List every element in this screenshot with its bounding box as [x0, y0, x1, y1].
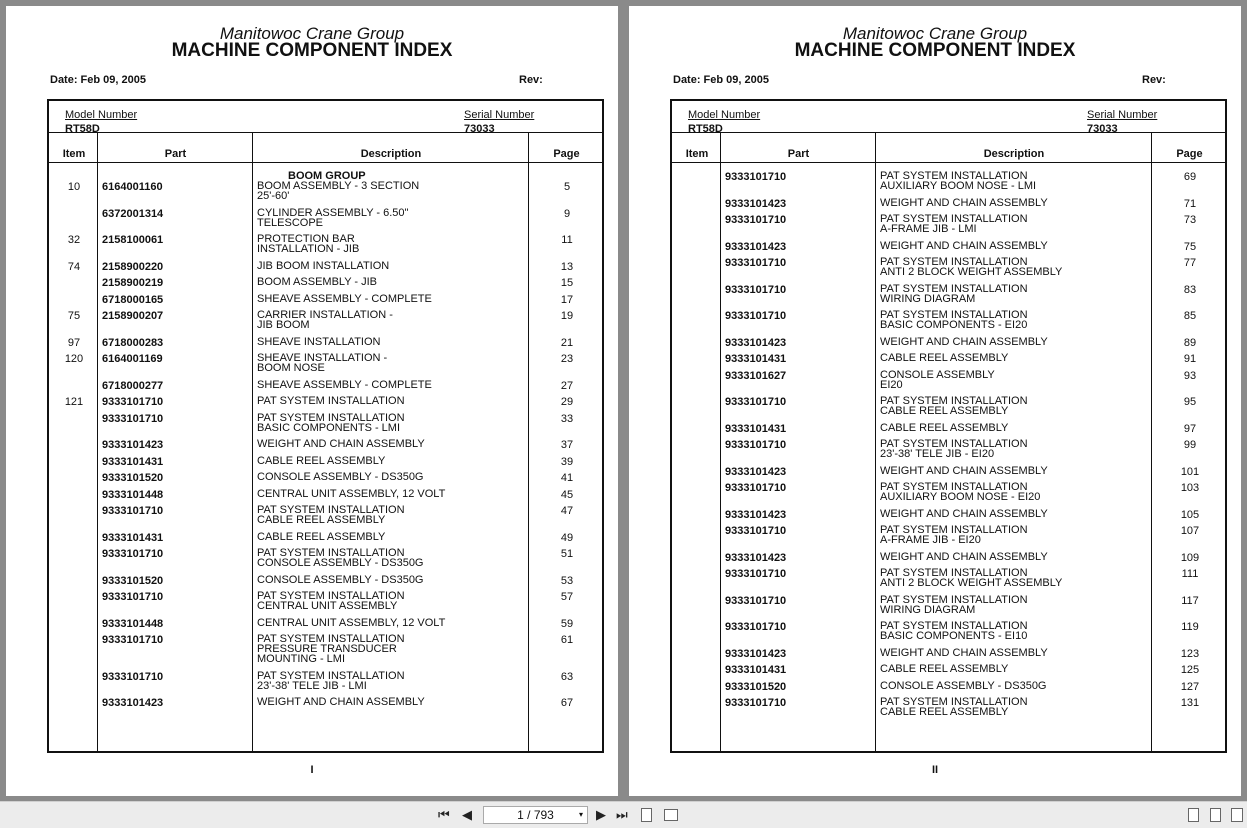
description-line: AUXILIARY BOOM NOSE - EI20 — [880, 491, 1041, 503]
part-cell: 9333101431 — [725, 422, 787, 435]
part-cell: 9333101710 — [102, 505, 164, 517]
page-cell: 5 — [563, 181, 571, 193]
part-cell: 2158900219 — [102, 277, 164, 289]
description-cell — [880, 595, 1152, 615]
page-cell: 63 — [560, 670, 574, 683]
description-line: WIRING DIAGRAM — [880, 292, 976, 305]
description-line: SHEAVE ASSEMBLY - COMPLETE — [257, 378, 432, 391]
page-cell: 89 — [1183, 336, 1197, 349]
column-header-page: Page — [553, 148, 580, 160]
part-cell: 2158900207 — [102, 310, 164, 322]
column-header-page: Page — [1176, 148, 1203, 160]
page-cell: 59 — [560, 617, 574, 630]
description-cell — [257, 697, 529, 707]
page-cell: 93 — [1183, 369, 1197, 382]
part-cell: 9333101710 — [725, 283, 787, 296]
page-cell: 125 — [1180, 664, 1200, 676]
description-cell — [257, 548, 529, 568]
part-cell: 9333101710 — [725, 257, 787, 269]
description-cell — [257, 456, 529, 466]
rev-label: Rev: — [1142, 74, 1166, 86]
page-cell: 29 — [560, 396, 574, 408]
column-header-item: Item — [62, 148, 86, 160]
description-line: ANTI 2 BLOCK WEIGHT ASSEMBLY — [880, 577, 1063, 589]
page-cell: 51 — [560, 548, 574, 560]
page-cell: 11 — [561, 234, 573, 246]
description-line: PAT SYSTEM INSTALLATION — [257, 411, 405, 424]
page-cell: 19 — [560, 310, 574, 322]
page-cell: 53 — [560, 574, 574, 587]
column-divider — [97, 132, 98, 751]
description-cell — [880, 648, 1152, 658]
description-cell — [880, 423, 1152, 433]
description-line: WEIGHT AND CHAIN ASSEMBLY — [880, 464, 1048, 477]
description-line: PAT SYSTEM INSTALLATION — [880, 438, 1028, 450]
part-cell: 9333101431 — [725, 353, 787, 365]
description-cell — [257, 439, 529, 449]
group-heading: BOOM GROUP — [288, 170, 366, 182]
description-cell — [257, 634, 529, 664]
fit-page-icon[interactable] — [641, 808, 652, 822]
item-cell: 10 — [67, 181, 81, 193]
viewer-toolbar — [0, 801, 1247, 828]
description-line: PAT SYSTEM INSTALLATION — [880, 567, 1028, 579]
description-line: CABLE REEL ASSEMBLY — [880, 352, 1009, 364]
description-line: WEIGHT AND CHAIN ASSEMBLY — [880, 239, 1048, 252]
serial-number-value: 73033 — [464, 123, 495, 135]
part-cell: 9333101431 — [102, 531, 164, 544]
page-cell: 23 — [560, 353, 574, 365]
description-line: TELESCOPE — [257, 216, 324, 229]
component-table — [670, 99, 1227, 753]
page-cell: 95 — [1183, 396, 1197, 408]
description-cell — [257, 472, 529, 482]
description-line: WEIGHT AND CHAIN ASSEMBLY — [257, 696, 425, 708]
description-line: CONSOLE ASSEMBLY - DS350G — [257, 557, 424, 569]
description-cell — [257, 171, 529, 201]
model-number-label: Model Number — [688, 109, 761, 121]
description-cell — [257, 591, 529, 611]
page-cell: 37 — [560, 439, 574, 451]
description-line: JIB BOOM INSTALLATION — [257, 259, 390, 272]
description-line: CENTRAL UNIT ASSEMBLY, 12 VOLT — [257, 487, 446, 500]
description-line: 23'-38' TELE JIB - EI20 — [880, 448, 995, 460]
part-cell: 9333101627 — [725, 369, 787, 382]
column-header-item: Item — [685, 148, 709, 160]
description-line: CARRIER INSTALLATION - — [257, 309, 393, 321]
description-cell — [257, 294, 529, 304]
description-cell — [880, 396, 1152, 416]
description-cell — [880, 568, 1152, 588]
description-line: INSTALLATION - JIB — [257, 243, 360, 255]
page-cell: 119 — [1181, 621, 1199, 633]
page-cell: 97 — [1183, 422, 1197, 435]
description-cell — [257, 575, 529, 585]
part-cell: 9333101710 — [102, 634, 164, 646]
description-cell — [257, 532, 529, 542]
page-cell: 71 — [1183, 197, 1197, 210]
page-cell: 41 — [560, 472, 574, 484]
two-page-view-icon[interactable] — [1231, 808, 1243, 822]
description-line: PAT SYSTEM INSTALLATION — [257, 547, 405, 559]
page-cell: 27 — [560, 379, 574, 392]
page-cell: 75 — [1183, 240, 1197, 253]
page-cell: 103 — [1180, 482, 1200, 494]
description-line: CABLE REEL ASSEMBLY — [880, 706, 1009, 718]
description-line: EI20 — [880, 378, 903, 391]
part-cell: 9333101710 — [725, 568, 787, 580]
description-line: BASIC COMPONENTS - LMI — [257, 421, 401, 434]
item-cell: 121 — [64, 396, 84, 408]
rev-label: Rev: — [519, 74, 543, 86]
description-line: BOOM ASSEMBLY - 3 SECTION — [257, 180, 420, 192]
part-cell: 9333101448 — [102, 617, 164, 630]
description-cell — [880, 697, 1152, 717]
page-cell: 83 — [1183, 283, 1197, 296]
serial-number-label: Serial Number — [1087, 109, 1158, 121]
part-cell: 6164001169 — [102, 353, 163, 365]
model-number-label: Model Number — [65, 109, 138, 121]
description-line: CONSOLE ASSEMBLY — [880, 368, 995, 381]
description-line: CONSOLE ASSEMBLY - DS350G — [257, 573, 424, 586]
description-cell — [880, 525, 1152, 545]
model-number-value: RT58D — [65, 123, 100, 135]
part-cell: 9333101520 — [725, 680, 787, 693]
divider — [672, 132, 1225, 133]
first-page-button[interactable]: ⏮ — [438, 807, 450, 822]
page-cell: 105 — [1180, 508, 1200, 521]
description-cell — [880, 509, 1152, 519]
description-line: PAT SYSTEM INSTALLATION — [880, 395, 1028, 407]
description-cell — [880, 664, 1152, 674]
page-cell: 91 — [1183, 353, 1197, 365]
description-cell — [880, 353, 1152, 363]
model-number-value: RT58D — [688, 123, 723, 135]
continuous-view-icon[interactable] — [1210, 808, 1221, 822]
description-cell — [880, 466, 1152, 476]
description-cell — [880, 198, 1152, 208]
description-line: WEIGHT AND CHAIN ASSEMBLY — [880, 646, 1048, 659]
page-cell: 21 — [560, 336, 574, 349]
column-header-part: Part — [787, 148, 810, 160]
document-title: MACHINE COMPONENT INDEX — [171, 40, 453, 61]
description-line: WEIGHT AND CHAIN ASSEMBLY — [880, 507, 1048, 520]
part-cell: 9333101448 — [102, 488, 164, 501]
description-cell — [880, 482, 1152, 502]
page-cell: 67 — [560, 697, 574, 709]
description-line: PAT SYSTEM INSTALLATION — [257, 633, 405, 645]
description-line: PAT SYSTEM INSTALLATION — [880, 524, 1028, 536]
part-cell: 9333101520 — [102, 574, 164, 587]
description-line: SHEAVE INSTALLATION — [257, 335, 381, 348]
description-line: PAT SYSTEM INSTALLATION — [880, 620, 1028, 632]
description-cell — [257, 353, 529, 373]
description-line: SHEAVE ASSEMBLY - COMPLETE — [257, 292, 432, 305]
page-cell: 131 — [1180, 697, 1200, 709]
part-cell: 9333101423 — [725, 240, 787, 253]
column-header-part: Part — [164, 148, 187, 160]
description-cell — [257, 396, 529, 406]
description-line: BOOM ASSEMBLY - JIB — [257, 276, 378, 288]
page-cell: 57 — [560, 591, 574, 603]
item-cell: 75 — [67, 310, 81, 322]
description-cell — [880, 621, 1152, 641]
description-line: PAT SYSTEM INSTALLATION — [880, 282, 1028, 295]
page-cell: 47 — [560, 505, 574, 517]
description-line: PAT SYSTEM INSTALLATION — [257, 504, 405, 516]
page-cell: 9 — [563, 207, 571, 220]
serial-number-label: Serial Number — [464, 109, 535, 121]
description-cell — [880, 171, 1152, 191]
part-cell: 9333101423 — [725, 647, 787, 660]
page-cell: 49 — [560, 531, 574, 544]
description-line: CABLE REEL ASSEMBLY — [257, 514, 386, 526]
part-cell: 9333101423 — [725, 465, 787, 478]
description-line: PAT SYSTEM INSTALLATION — [880, 593, 1028, 606]
description-line: CYLINDER ASSEMBLY - 6.50" — [257, 206, 409, 219]
description-line: A-FRAME JIB - LMI — [880, 223, 977, 235]
part-cell: 9333101710 — [725, 525, 787, 537]
page-cell: 73 — [1183, 214, 1197, 226]
divider — [49, 162, 602, 163]
part-cell: 9333101710 — [725, 621, 787, 633]
description-cell — [257, 505, 529, 525]
part-cell: 9333101710 — [102, 396, 164, 408]
description-cell — [257, 413, 529, 433]
description-cell — [880, 337, 1152, 347]
document-page-2 — [629, 6, 1241, 796]
part-cell: 9333101710 — [102, 548, 164, 560]
part-cell: 9333101710 — [725, 439, 787, 451]
description-line: MOUNTING - LMI — [257, 653, 345, 665]
prev-page-button[interactable]: ◀ — [462, 807, 472, 822]
document-title: MACHINE COMPONENT INDEX — [794, 40, 1076, 61]
description-cell — [880, 241, 1152, 251]
part-cell: 6718000277 — [102, 379, 164, 392]
description-cell — [257, 618, 529, 628]
page-cell: 13 — [560, 260, 574, 273]
description-cell — [257, 671, 529, 691]
part-cell: 9333101423 — [725, 508, 787, 521]
page-cell: 45 — [560, 488, 574, 501]
page-cell: 69 — [1183, 171, 1197, 183]
description-cell — [880, 681, 1152, 691]
description-cell — [880, 552, 1152, 562]
description-cell — [257, 310, 529, 330]
part-cell: 9333101423 — [102, 697, 164, 709]
page-cell: 33 — [560, 412, 574, 425]
divider — [672, 162, 1225, 163]
description-line: PAT SYSTEM INSTALLATION — [880, 256, 1028, 268]
description-line: PAT SYSTEM INSTALLATION — [257, 669, 405, 682]
part-cell: 9333101423 — [725, 551, 787, 564]
item-cell: 74 — [67, 260, 81, 273]
part-cell: 9333101423 — [725, 336, 787, 349]
description-cell — [257, 234, 529, 254]
description-cell — [257, 380, 529, 390]
description-line: PROTECTION BAR — [257, 233, 355, 245]
description-line: CONSOLE ASSEMBLY - DS350G — [257, 471, 424, 483]
item-cell: 32 — [67, 234, 81, 246]
last-page-button[interactable]: ⏭ — [616, 807, 628, 822]
description-cell — [880, 257, 1152, 277]
company-name: Manitowoc Crane Group — [219, 24, 405, 43]
part-cell: 2158900220 — [102, 260, 164, 273]
page-indicator: 1 / 793 — [517, 808, 554, 822]
part-cell: 9333101710 — [102, 670, 164, 683]
description-line: BASIC COMPONENTS - EI20 — [880, 319, 1028, 331]
description-line: CABLE REEL ASSEMBLY — [880, 405, 1009, 417]
part-cell: 9333101710 — [102, 412, 164, 425]
description-cell — [880, 310, 1152, 330]
page-cell: 85 — [1183, 310, 1197, 322]
description-line: 25'-60' — [257, 190, 290, 202]
description-line: CABLE REEL ASSEMBLY — [257, 530, 386, 543]
part-cell: 9333101710 — [725, 310, 787, 322]
page-cell: 17 — [560, 293, 574, 306]
column-header-description: Description — [360, 148, 422, 160]
part-cell: 9333101710 — [725, 482, 787, 494]
part-cell: 9333101710 — [725, 214, 787, 226]
chevron-down-icon[interactable]: ▾ — [578, 810, 583, 819]
single-page-view-icon[interactable] — [1188, 808, 1199, 822]
description-cell — [257, 208, 529, 228]
item-cell: 97 — [67, 336, 81, 349]
part-cell: 9333101431 — [102, 455, 164, 468]
description-cell — [880, 370, 1152, 390]
description-line: JIB BOOM — [257, 319, 310, 331]
description-line: WEIGHT AND CHAIN ASSEMBLY — [257, 438, 425, 450]
part-cell: 9333101520 — [102, 472, 164, 484]
page-cell: 127 — [1180, 680, 1200, 693]
description-cell — [880, 284, 1152, 304]
part-cell: 9333101710 — [725, 171, 787, 183]
column-header-description: Description — [983, 148, 1045, 160]
part-cell: 2158100061 — [102, 234, 164, 246]
description-line: WEIGHT AND CHAIN ASSEMBLY — [880, 335, 1048, 348]
date-label: Date: Feb 09, 2005 — [673, 74, 769, 86]
page-number-input[interactable] — [483, 806, 588, 824]
part-cell: 9333101710 — [725, 396, 787, 408]
description-line: PAT SYSTEM INSTALLATION — [880, 170, 1028, 182]
description-line: CONSOLE ASSEMBLY - DS350G — [880, 679, 1047, 692]
description-cell — [257, 261, 529, 271]
page-cell: 61 — [560, 634, 574, 646]
description-line: WEIGHT AND CHAIN ASSEMBLY — [880, 550, 1048, 563]
part-cell: 6164001160 — [102, 181, 163, 193]
page-cell: 109 — [1180, 551, 1200, 564]
description-cell — [257, 489, 529, 499]
page-footer: II — [931, 764, 939, 776]
page-cell: 99 — [1183, 439, 1197, 451]
part-cell: 9333101710 — [725, 697, 787, 709]
page-footer: I — [310, 764, 314, 776]
description-line: 23'-38' TELE JIB - LMI — [257, 679, 367, 692]
item-cell: 120 — [64, 353, 84, 365]
description-cell — [880, 439, 1152, 459]
page-cell: 117 — [1181, 594, 1199, 607]
description-cell — [257, 277, 529, 287]
description-line: A-FRAME JIB - EI20 — [880, 534, 981, 546]
description-line: CABLE REEL ASSEMBLY — [880, 421, 1009, 434]
description-line: CENTRAL UNIT ASSEMBLY, 12 VOLT — [257, 616, 446, 629]
document-page-1 — [6, 6, 618, 796]
description-line: PRESSURE TRANSDUCER — [257, 643, 397, 655]
description-line: CABLE REEL ASSEMBLY — [257, 454, 386, 467]
description-line: CABLE REEL ASSEMBLY — [880, 663, 1009, 675]
company-name: Manitowoc Crane Group — [842, 24, 1028, 43]
part-cell: 6718000165 — [102, 293, 164, 306]
page-cell: 101 — [1180, 465, 1200, 478]
description-line: PAT SYSTEM INSTALLATION — [257, 590, 405, 602]
part-cell: 9333101710 — [725, 594, 787, 607]
part-cell: 9333101423 — [725, 197, 787, 210]
description-line: WIRING DIAGRAM — [880, 603, 976, 616]
component-table — [47, 99, 604, 753]
column-divider — [875, 132, 876, 751]
description-line: PAT SYSTEM INSTALLATION — [880, 481, 1028, 493]
divider — [49, 132, 602, 133]
description-line: WEIGHT AND CHAIN ASSEMBLY — [880, 196, 1048, 209]
description-line: PAT SYSTEM INSTALLATION — [880, 213, 1028, 225]
column-divider — [252, 132, 253, 751]
page-cell: 111 — [1181, 568, 1199, 580]
page-cell: 77 — [1183, 257, 1197, 269]
next-page-button[interactable]: ▶ — [596, 807, 606, 822]
fit-width-icon[interactable] — [664, 809, 678, 821]
description-line: AUXILIARY BOOM NOSE - LMI — [880, 180, 1037, 192]
page-cell: 123 — [1180, 647, 1200, 660]
description-cell — [257, 337, 529, 347]
part-cell: 6718000283 — [102, 336, 164, 349]
description-line: CENTRAL UNIT ASSEMBLY — [257, 600, 398, 612]
page-cell: 39 — [560, 455, 574, 468]
description-cell — [880, 214, 1152, 234]
description-line: ANTI 2 BLOCK WEIGHT ASSEMBLY — [880, 266, 1063, 278]
part-cell: 9333101710 — [102, 591, 164, 603]
description-line: PAT SYSTEM INSTALLATION — [880, 696, 1028, 708]
description-line: SHEAVE INSTALLATION - — [257, 352, 388, 364]
column-divider — [720, 132, 721, 751]
description-line: BOOM NOSE — [257, 362, 325, 374]
part-cell: 9333101423 — [102, 439, 164, 451]
serial-number-value: 73033 — [1087, 123, 1118, 135]
date-label: Date: Feb 09, 2005 — [50, 74, 146, 86]
page-cell: 107 — [1180, 525, 1200, 537]
description-line: BASIC COMPONENTS - EI10 — [880, 630, 1028, 642]
description-line: PAT SYSTEM INSTALLATION — [880, 309, 1028, 321]
part-cell: 9333101431 — [725, 664, 787, 676]
part-cell: 6372001314 — [102, 207, 164, 220]
description-line: PAT SYSTEM INSTALLATION — [257, 395, 405, 407]
page-cell: 15 — [560, 277, 574, 289]
